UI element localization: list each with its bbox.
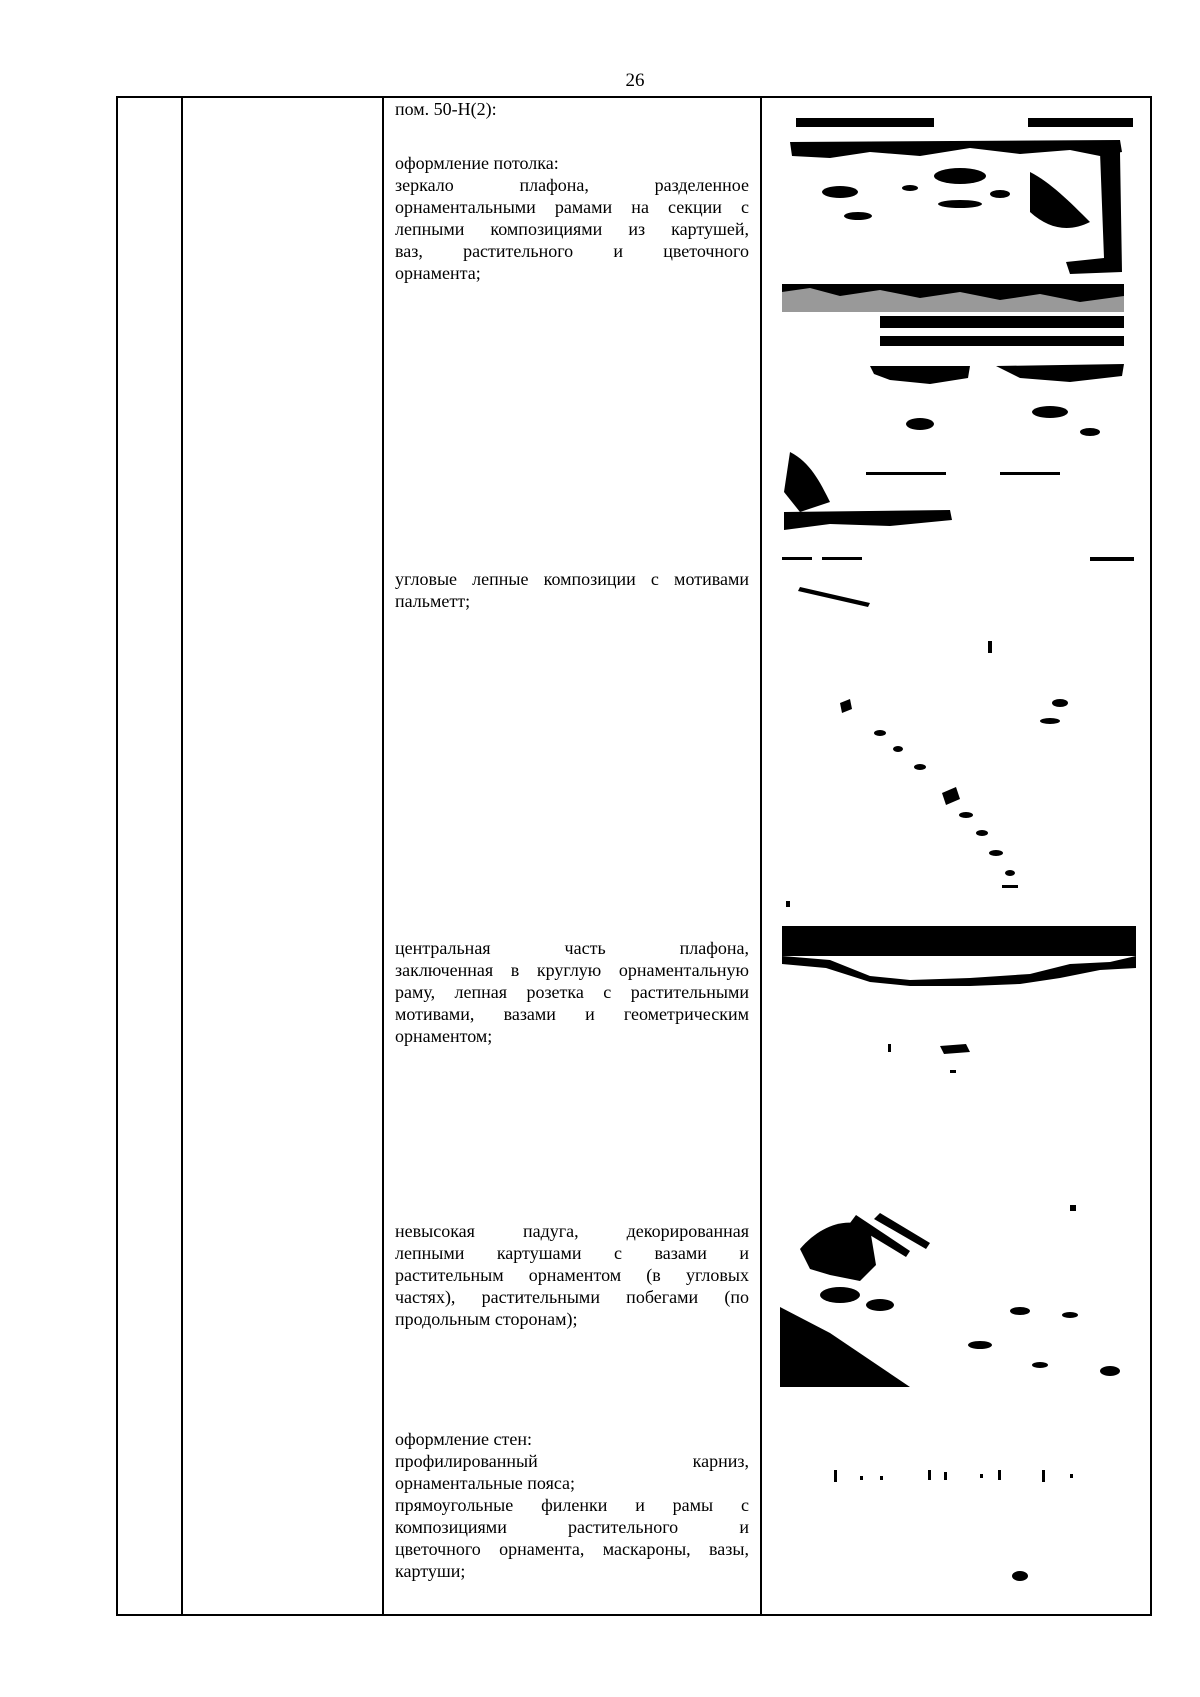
text-line: орнаментальными рамами на секции с	[395, 197, 749, 217]
text-line: орнамента;	[395, 263, 481, 283]
text-line: прямоугольные филенки и рамы с	[395, 1495, 749, 1515]
text-line: растительным орнаментом (в угловых	[395, 1265, 749, 1285]
text-line: центральная часть плафона,	[395, 938, 749, 958]
column-divider	[760, 98, 762, 1614]
text-line: ваз, растительного и цветочного	[395, 241, 749, 261]
text-line: мотивами, вазами и геометрическим	[395, 1004, 749, 1024]
walls-cornice-description	[395, 1450, 749, 1494]
ceiling-rosette-photo	[770, 920, 1140, 1090]
column-divider	[181, 98, 183, 1614]
text-line: орнаментом;	[395, 1026, 493, 1046]
text-line: угловые лепные композиции с мотивами	[395, 569, 749, 589]
ceiling-mirror-description	[395, 174, 749, 284]
ceiling-heading: оформление потолка:	[395, 153, 559, 173]
text-line: композициями растительного и	[395, 1517, 749, 1537]
ceiling-rosette-description	[395, 937, 749, 1047]
padouga-photo	[770, 1205, 1140, 1405]
text-line: орнаментальные пояса;	[395, 1473, 576, 1493]
text-line: пальметт;	[395, 591, 471, 611]
walls-photo	[770, 1450, 1140, 1590]
text-line: лепными картушами с вазами и	[395, 1243, 749, 1263]
text-line: картуши;	[395, 1561, 466, 1581]
text-line: заключенная в круглую орнаментальную	[395, 960, 749, 980]
text-line: лепными композициями из картушей,	[395, 219, 749, 239]
padouga-description	[395, 1220, 749, 1330]
text-line: раму, лепная розетка с растительными	[395, 982, 749, 1002]
text-line: частях), растительными побегами (по	[395, 1287, 749, 1307]
text-line: продольным сторонам);	[395, 1309, 578, 1329]
text-line: зеркало плафона, разделенное	[395, 175, 749, 195]
walls-panels-description	[395, 1494, 749, 1582]
ceiling-mirror-photo	[770, 112, 1140, 552]
text-line: профилированный карниз,	[395, 1451, 749, 1471]
walls-heading: оформление стен:	[395, 1429, 532, 1449]
page-number: 26	[625, 70, 645, 91]
ceiling-corner-description	[395, 568, 749, 612]
ceiling-corner-photo	[770, 553, 1140, 913]
text-line: невысокая падуга, декорированная	[395, 1221, 749, 1241]
room-heading: пом. 50-Н(2):	[395, 99, 497, 119]
text-line: цветочного орнамента, маскароны, вазы,	[395, 1539, 749, 1559]
column-divider	[382, 98, 384, 1614]
